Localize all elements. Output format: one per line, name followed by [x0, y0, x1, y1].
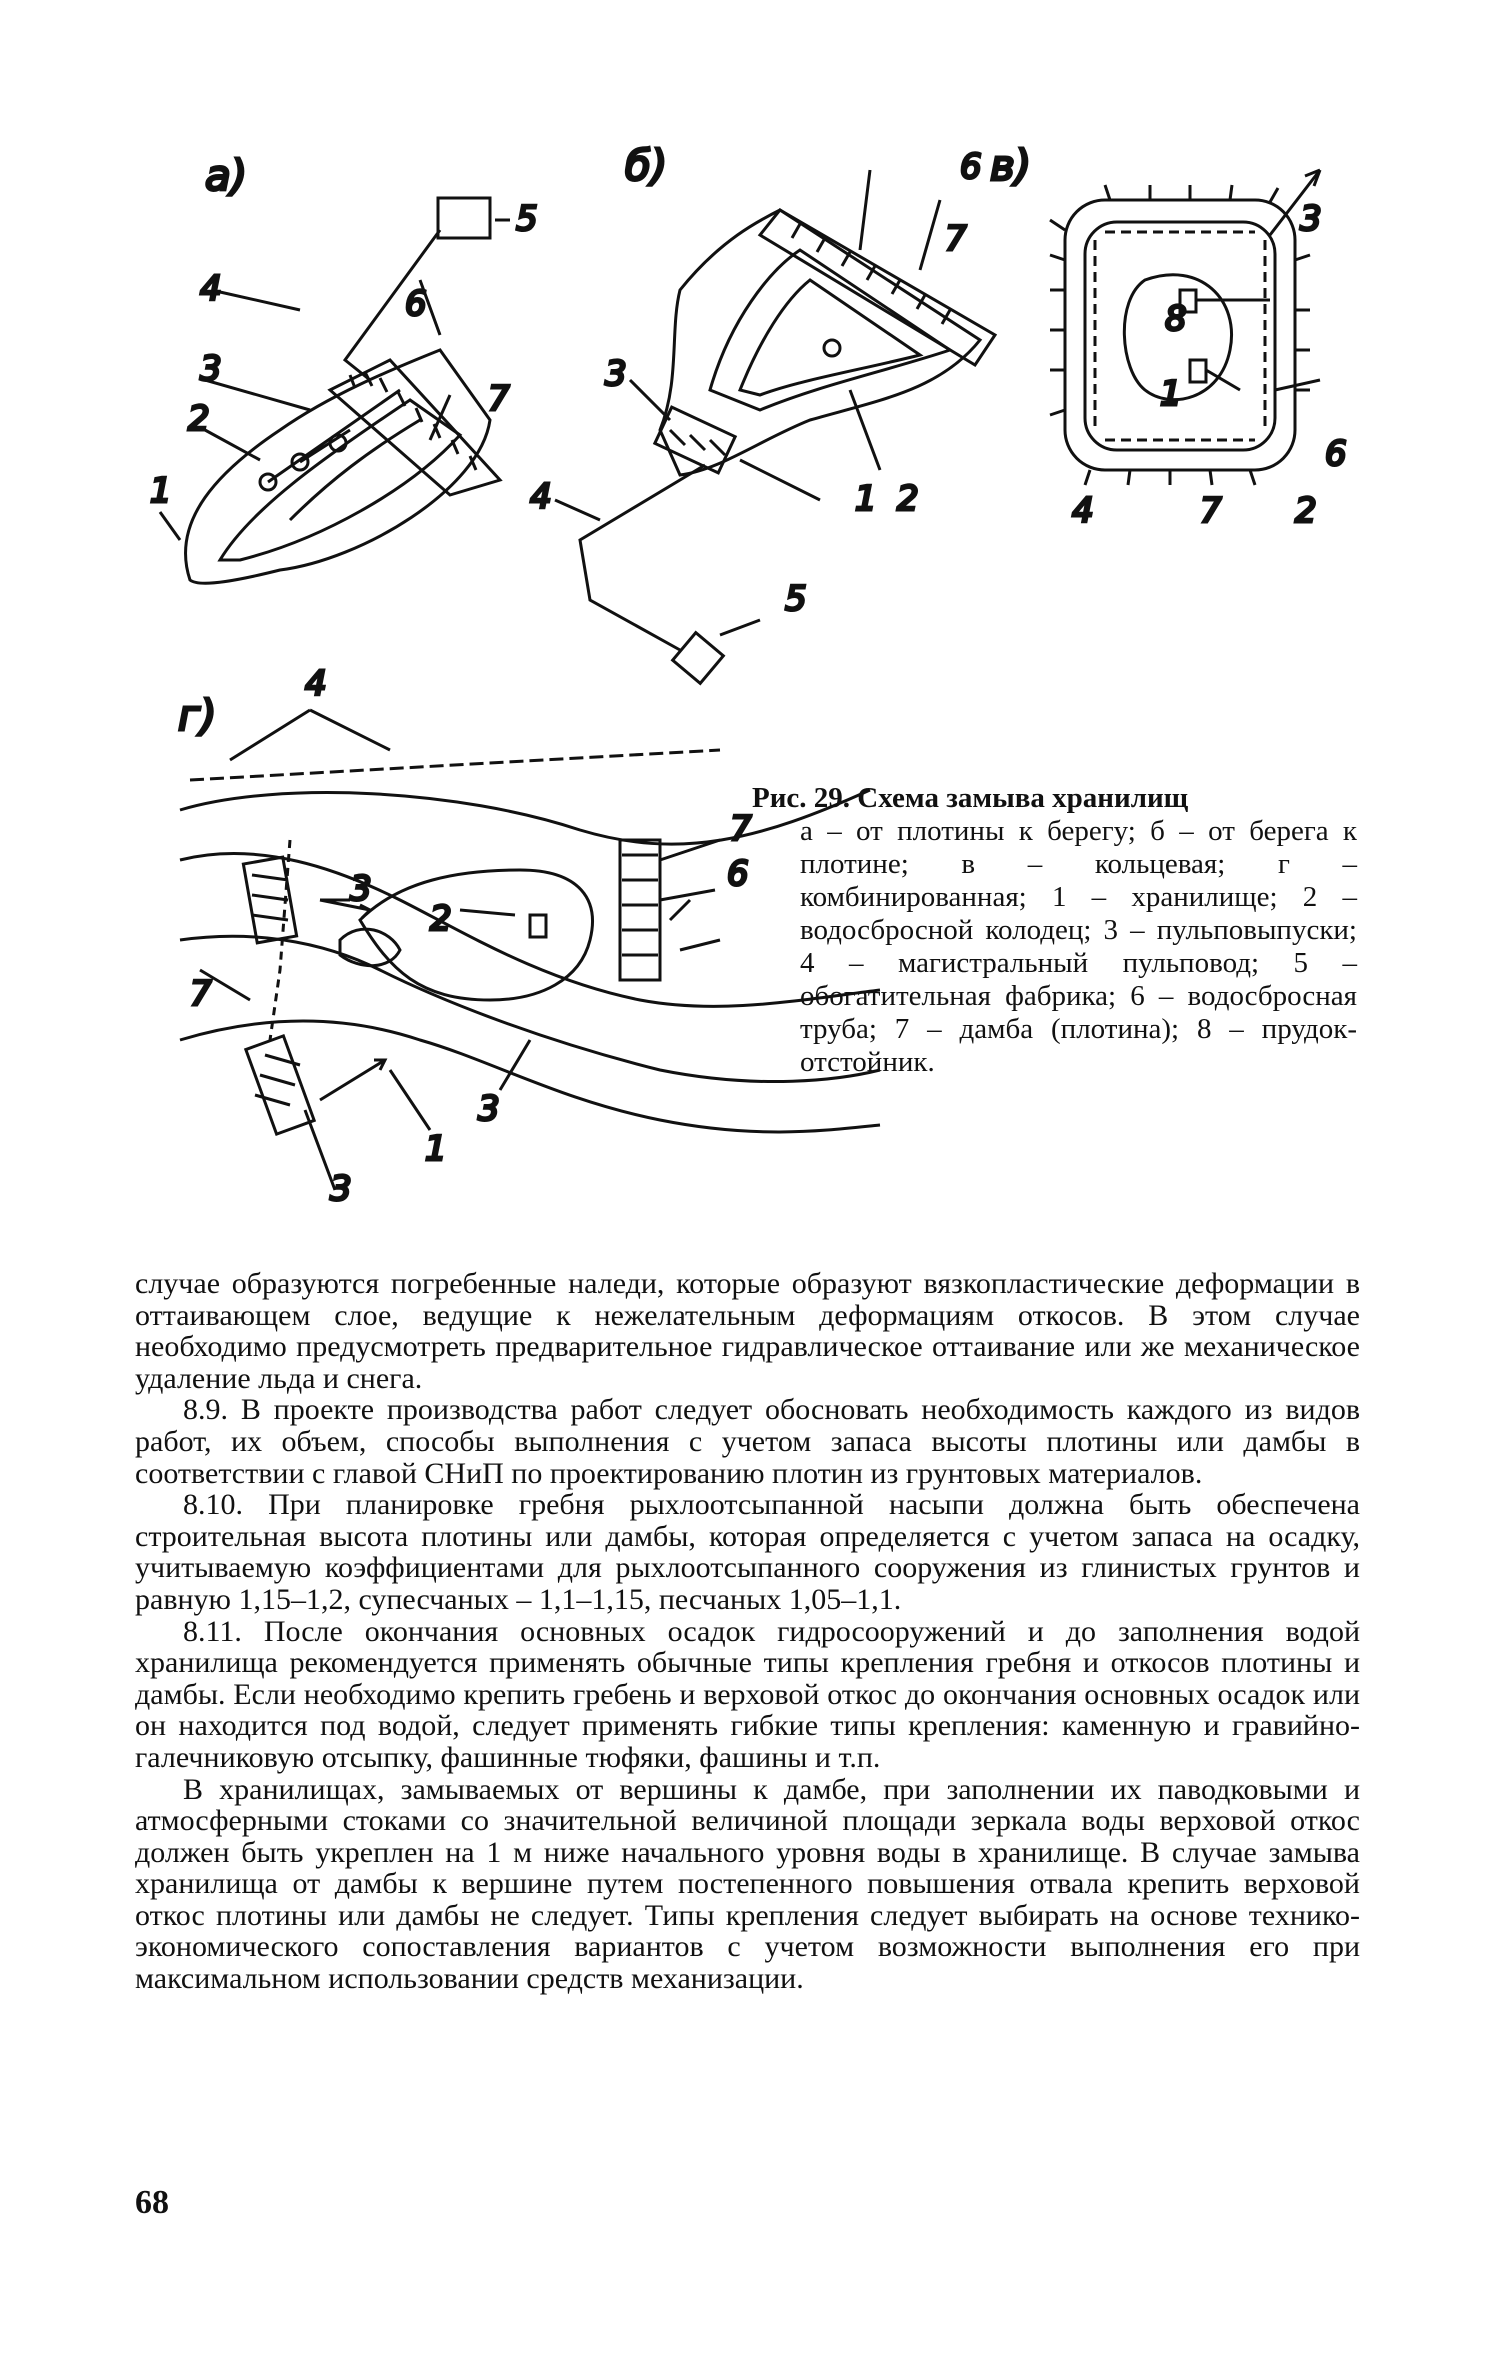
- panel-a-drawing: [150, 151, 538, 583]
- panel-v-num-4: 4: [1072, 491, 1094, 531]
- panel-v-num-8: 8: [1165, 299, 1187, 339]
- panel-g-num-3a: 3: [350, 869, 372, 909]
- panel-a-num-4: 4: [200, 269, 222, 309]
- panel-g-dams: [243, 840, 660, 1134]
- panel-a-label: а): [205, 151, 248, 200]
- panel-b-num-5: 5: [785, 579, 807, 619]
- body-text: [135, 1268, 1360, 1995]
- panel-b-num-6: 6: [960, 147, 982, 187]
- panel-b-num-4: 4: [530, 477, 552, 517]
- panel-b-label: б): [625, 141, 668, 190]
- panel-v-num-7: 7: [1200, 491, 1222, 531]
- panel-g-label: г): [178, 691, 217, 740]
- panel-g-pond: [360, 870, 592, 1000]
- paragraph-8-9: 8.9. В проекте производства работ следует обосновать необходимость каждого из видов работ, их объем, способы выполнения с учетом запаса высоты плотины или дамбы в соответствии с главой СНиП по проектированию плотин из грунтовых материалов.: [135, 1393, 1360, 1490]
- panel-b-num-1: 1: [855, 479, 877, 519]
- caption-body: а – от плотины к берегу; б – от берега к плотине; в – кольцевая; г – комбинированная; 1 – хранилище; 2 – водосбросной колодец; 3 – пульповыпуски; 4 – магистральный пульповод; 5 – обогатительная фабрика; 6 – водосбросная труба; 7 – дамба (плотина); 8 – прудок-отстойник.: [800, 815, 1357, 1078]
- panel-v-num-1: 1: [1160, 374, 1182, 414]
- panel-v-num-2: 2: [1295, 491, 1317, 531]
- panel-a-factory: [438, 198, 490, 238]
- panel-b-num-3: 3: [605, 354, 627, 394]
- panel-a-num-5: 5: [516, 199, 538, 239]
- panel-a-num-7: 7: [488, 379, 510, 419]
- panel-v-drawing: [990, 141, 1347, 531]
- panel-g-num-4: 4: [305, 664, 327, 704]
- caption-title: Рис. 29. Схема замыва хранилищ: [752, 782, 1189, 814]
- panel-b-drawing: [530, 141, 995, 683]
- panel-a-num-2: 2: [188, 399, 210, 439]
- page-number: 68: [135, 2184, 169, 2221]
- panel-g-num-3b: 3: [478, 1089, 500, 1129]
- panel-g-num-3c: 3: [330, 1169, 352, 1209]
- panel-g-num-6: 6: [727, 854, 749, 894]
- figure-caption: [752, 782, 1357, 1079]
- panel-b-num-2: 2: [897, 479, 919, 519]
- panel-a-num-1: 1: [150, 471, 172, 511]
- panel-g-num-1: 1: [425, 1129, 447, 1169]
- panel-b-factory: [673, 633, 724, 684]
- panel-a-num-3: 3: [200, 349, 222, 389]
- panel-g-num-7a: 7: [730, 809, 752, 849]
- paragraph-8-10: 8.10. При планировке гребня рыхлоотсыпанной насыпи должна быть обеспечена строительная высота плотины или дамбы, которая определяется с учетом запаса на осадку, учитываемую коэффициентами для рыхлоотсыпанного сооружения из глинистых грунтов и равную 1,15–1,2, супесчаных – 1,1–1,15, песчаных 1,05–1,1.: [135, 1488, 1360, 1616]
- panel-v-num-3: 3: [1300, 199, 1322, 239]
- panel-b-num-7: 7: [945, 219, 967, 259]
- panel-v-num-6: 6: [1325, 434, 1347, 474]
- panel-g-num-7b: 7: [190, 974, 212, 1014]
- paragraph-5: В хранилищах, замываемых от вершины к дамбе, при заполнении их паводковыми и атмосферными стоками со значительной величиной площади зеркала воды верховой откос должен быть укреплен на 1 м ниже начального уровня воды в хранилище. В случае замыва хранилища от дамбы к вершине путем постепенного повышения отвала крепить верховой откос плотины или дамбы не следует. Типы крепления следует выбирать на основе технико-экономического сопоставления вариантов с учетом возможности выполнения его при максимальном использовании средств механизации.: [135, 1772, 1360, 1996]
- panel-a-num-6: 6: [405, 284, 427, 324]
- paragraph-8-11: 8.11. После окончания основных осадок гидросооружений и до заполнения водой хранилища рекомендуется применять обычные типы крепления гребня и откосов плотины и дамбы. Если необходимо крепить гребень и верховой откос до окончания основных осадок или он находится под водой, следует применять гибкие типы крепления: каменную и гравийно-галечниковую отсыпку, фашинные тюфяки, фашины и т.п.: [135, 1614, 1360, 1774]
- panel-g-num-2: 2: [430, 899, 452, 939]
- panel-v-label: в): [990, 141, 1032, 190]
- paragraph-1: случае образуются погребенные наледи, которые образуют вязкопластические деформации в оттаивающем слое, ведущие к нежелательным деформациям откосов. В этом случае необходимо предусмотреть предварительное гидравлическое оттаивание или же механическое удаление льда и снега.: [135, 1267, 1360, 1395]
